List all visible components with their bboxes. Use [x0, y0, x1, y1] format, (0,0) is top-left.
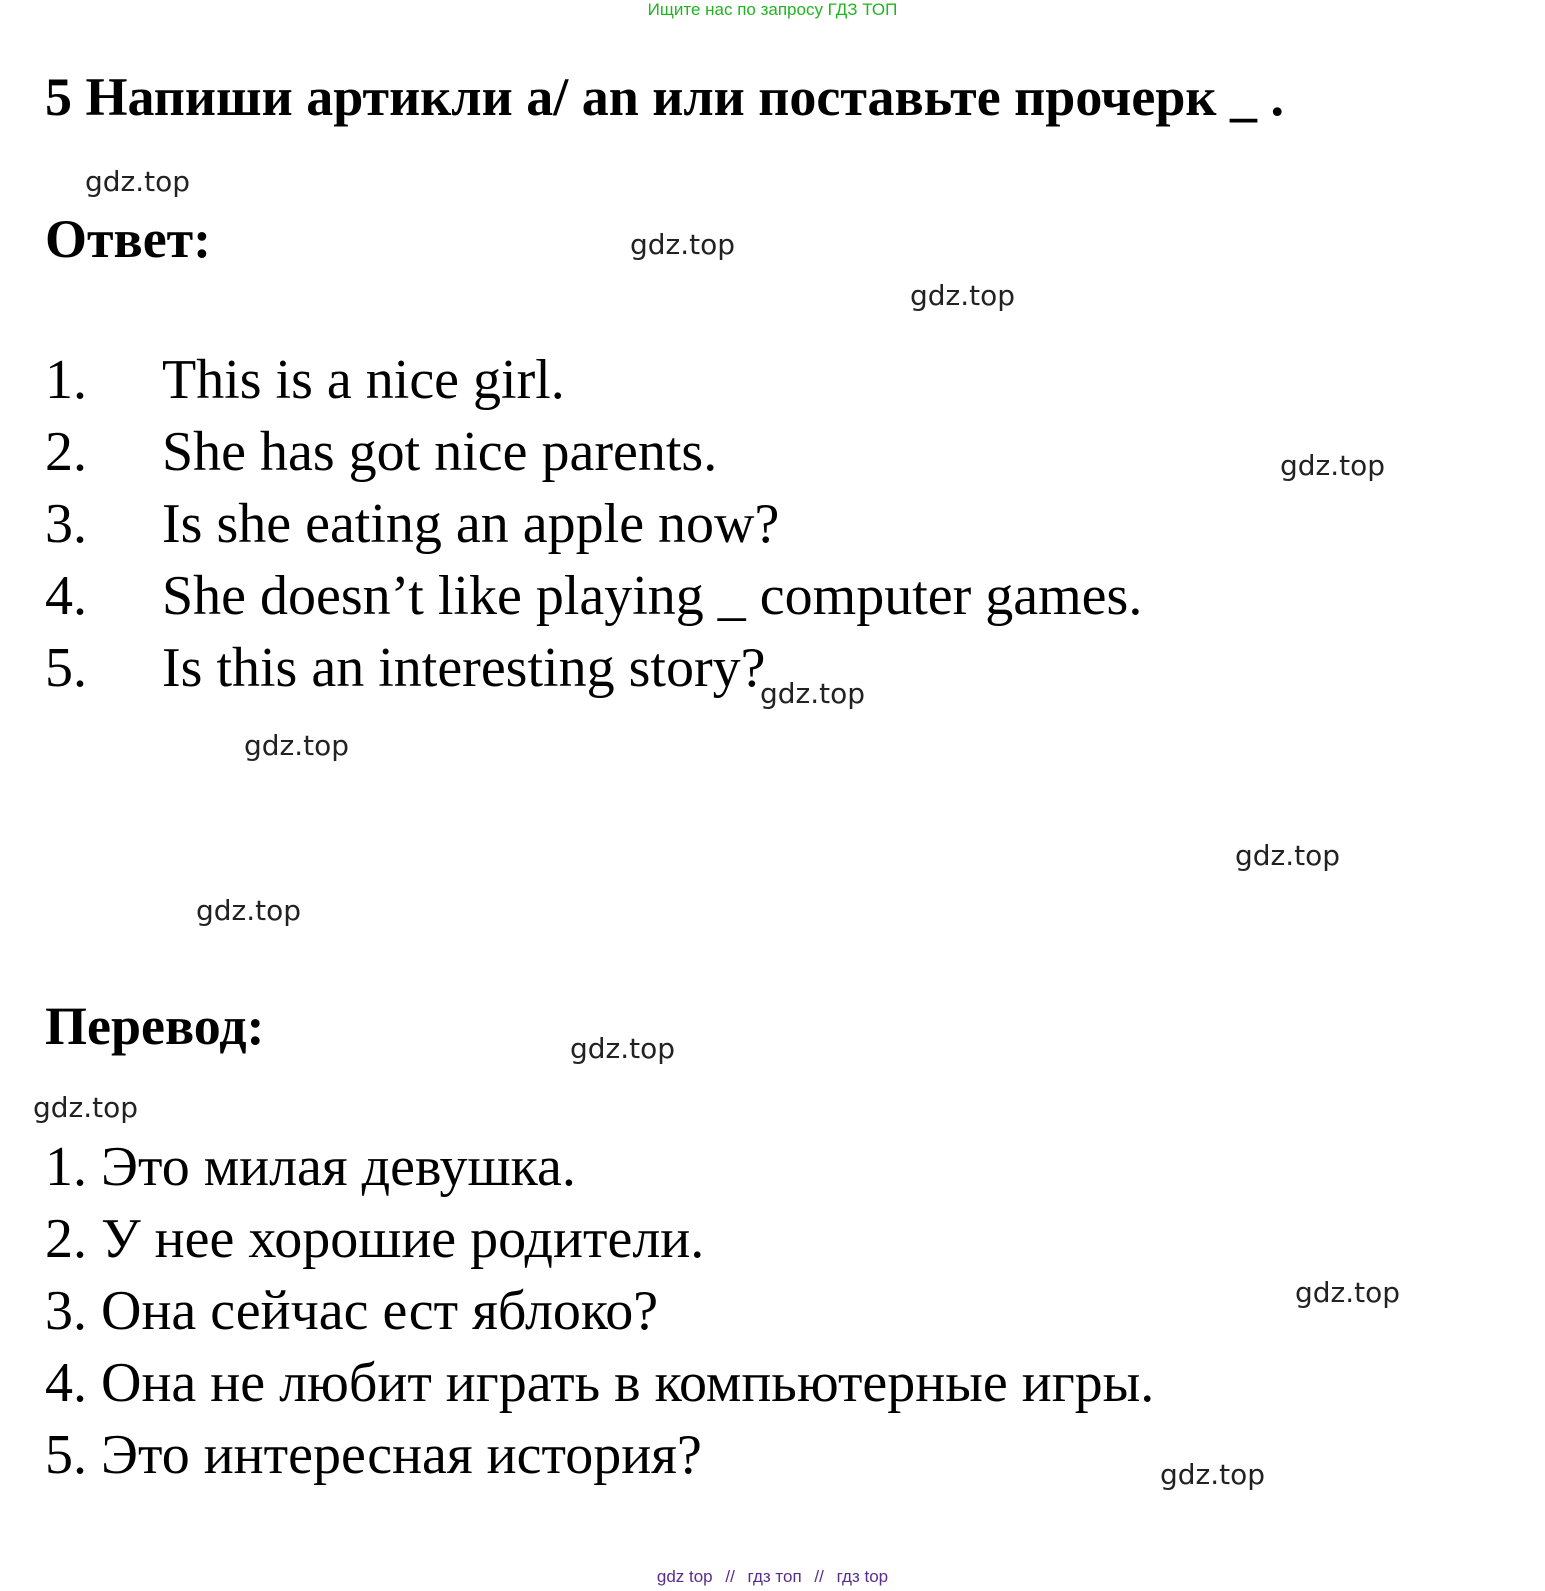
watermark: gdz.top — [1235, 839, 1341, 872]
translation-line-2: 2. У нее хорошие родители. — [45, 1208, 705, 1270]
answer-line-3 — [0, 489, 1545, 559]
footer-separator: // — [814, 1567, 824, 1586]
watermark: gdz.top — [33, 1091, 139, 1124]
answer-number: 4. — [45, 565, 87, 627]
translation-line-4: 4. Она не любит играть в компьютерные игры. — [45, 1352, 1155, 1414]
watermark: gdz.top — [570, 1032, 676, 1065]
footer-link[interactable]: гдз топ — [747, 1567, 802, 1586]
translation-line-3: 3. Она сейчас ест яблоко? — [45, 1280, 659, 1342]
footer-link[interactable]: gdz top — [656, 1567, 713, 1586]
footer-separator: // — [725, 1567, 735, 1586]
answer-text: She has got nice parents. — [162, 421, 718, 483]
answer-text: She doesn’t like playing _ computer games. — [162, 565, 1143, 627]
watermark: gdz.top — [244, 729, 350, 762]
answer-number: 5. — [45, 637, 87, 699]
watermark: gdz.top — [760, 677, 866, 710]
translation-line-1: 1. Это милая девушка. — [45, 1136, 576, 1198]
watermark: gdz.top — [630, 228, 736, 261]
watermark: gdz.top — [1280, 449, 1386, 482]
top-banner: Ищите нас по запросу ГДЗ ТОП — [647, 0, 898, 19]
watermark: gdz.top — [1295, 1276, 1401, 1309]
answer-text: Is she eating an apple now? — [162, 493, 780, 555]
translation-line-5: 5. Это интересная история? — [45, 1424, 702, 1486]
footer — [0, 1567, 1545, 1587]
watermark: gdz.top — [196, 894, 302, 927]
answer-text: Is this an interesting story? — [162, 637, 766, 699]
answer-heading: Ответ: — [45, 209, 212, 269]
answer-number: 2. — [45, 421, 87, 483]
watermark: gdz.top — [85, 165, 191, 198]
footer-link[interactable]: гдз top — [836, 1567, 889, 1586]
answer-line-1 — [0, 345, 1545, 415]
answer-number: 3. — [45, 493, 87, 555]
exercise-title: 5 Напиши артикли a/ an или поставьте прочерк _ . — [45, 67, 1284, 127]
translation-heading: Перевод: — [45, 996, 265, 1056]
answer-line-4 — [0, 561, 1545, 631]
watermark: gdz.top — [910, 279, 1016, 312]
answer-text: This is a nice girl. — [162, 349, 565, 411]
answer-number: 1. — [45, 349, 87, 411]
watermark: gdz.top — [1160, 1458, 1266, 1491]
